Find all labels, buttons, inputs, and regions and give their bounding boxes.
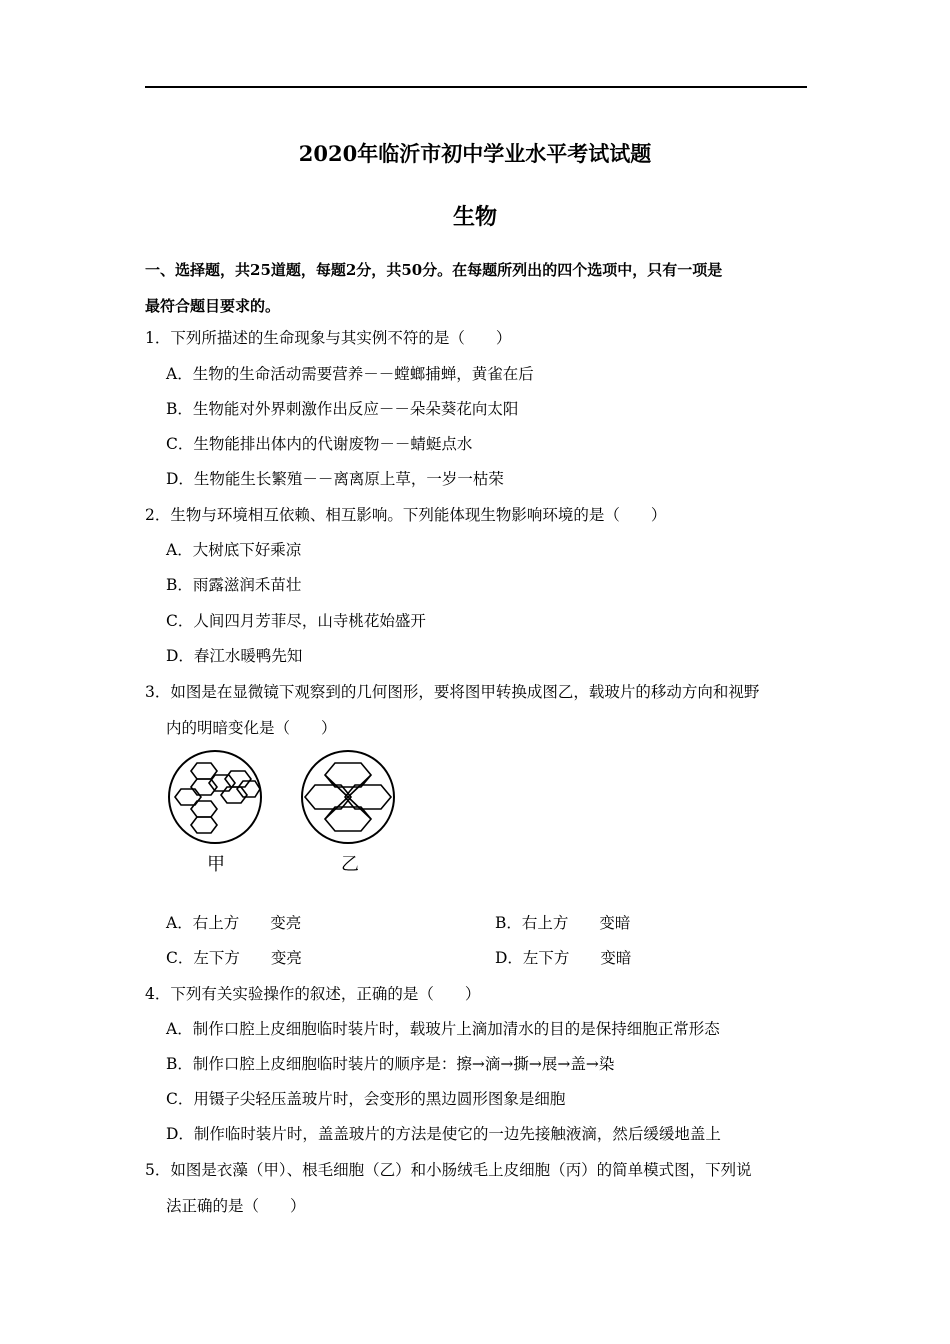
question-3-option-c: C．左下方 变亮 <box>166 949 302 967</box>
question-2-option-a: A．大树底下好乘凉 <box>166 541 302 559</box>
question-1-option-d: D．生物能生长繁殖－－离离原上草，一岁一枯荣 <box>166 470 504 488</box>
question-3-option-d: D．左下方 变暗 <box>495 949 632 967</box>
page-title: 2020年临沂市初中学业水平考试试题 <box>298 141 652 166</box>
question-1-option-c: C．生物能排出体内的代谢废物－－蜻蜓点水 <box>166 435 473 453</box>
question-4-option-d: D．制作临时装片时，盖盖玻片的方法是使它的一边先接触液滴，然后缓缓地盖上 <box>166 1125 721 1143</box>
question-1-option-b: B．生物能对外界刺激作出反应－－朵朵葵花向太阳 <box>166 400 519 418</box>
figure-jia-view <box>169 751 261 843</box>
question-4-option-b: B．制作口腔上皮细胞临时装片的顺序是：擦→滴→撕→展→盖→染 <box>166 1055 615 1073</box>
question-5-stem-cont: 法正确的是（ ） <box>166 1197 306 1215</box>
question-3-option-a: A．右上方 变亮 <box>166 914 302 932</box>
question-2-option-c: C．人间四月芳菲尽，山寺桃花始盛开 <box>166 612 426 630</box>
question-4-option-c: C．用镊子尖轻压盖玻片时，会变形的黑边圆形图象是细胞 <box>166 1090 566 1108</box>
subject-title: 生物 <box>452 204 497 230</box>
question-2-option-d: D．春江水暖鸭先知 <box>166 647 303 665</box>
question-1-stem: 1．下列所描述的生命现象与其实例不符的是（ ） <box>145 329 512 347</box>
section-instruction <box>145 252 810 324</box>
question-2-option-b: B．雨露滋润禾苗壮 <box>166 576 302 594</box>
figure-label-yi: 乙 <box>341 854 359 875</box>
question-4-option-a: A．制作口腔上皮细胞临时装片时，载玻片上滴加清水的目的是保持细胞正常形态 <box>166 1020 720 1038</box>
figure-label-jia: 甲 <box>207 854 225 875</box>
question-4-stem: 4．下列有关实验操作的叙述，正确的是（ ） <box>145 985 481 1003</box>
question-5-stem: 5．如图是衣藻（甲）、根毛细胞（乙）和小肠绒毛上皮细胞（丙）的简单模式图，下列说 <box>145 1161 752 1179</box>
question-3-stem: 3．如图是在显微镜下观察到的几何图形，要将图甲转换成图乙，载玻片的移动方向和视野 <box>145 683 760 701</box>
header-rule <box>145 86 807 88</box>
question-3-option-b: B．右上方 变暗 <box>495 914 631 932</box>
question-1-option-a: A．生物的生命活动需要营养－－螳螂捕蝉，黄雀在后 <box>166 365 534 383</box>
question-3-stem-cont: 内的明暗变化是（ ） <box>166 719 337 737</box>
instruction-line-1: 一、选择题，共25道题，每题2分，共50分。在每题所列出的四个选项中，只有一项是 <box>145 261 723 279</box>
instruction-line-2: 最符合题目要求的。 <box>145 297 281 315</box>
question-2-stem: 2．生物与环境相互依赖、相互影响。下列能体现生物影响环境的是（ ） <box>145 506 667 524</box>
figure-yi-view <box>302 751 394 843</box>
microscope-figure <box>165 745 405 875</box>
